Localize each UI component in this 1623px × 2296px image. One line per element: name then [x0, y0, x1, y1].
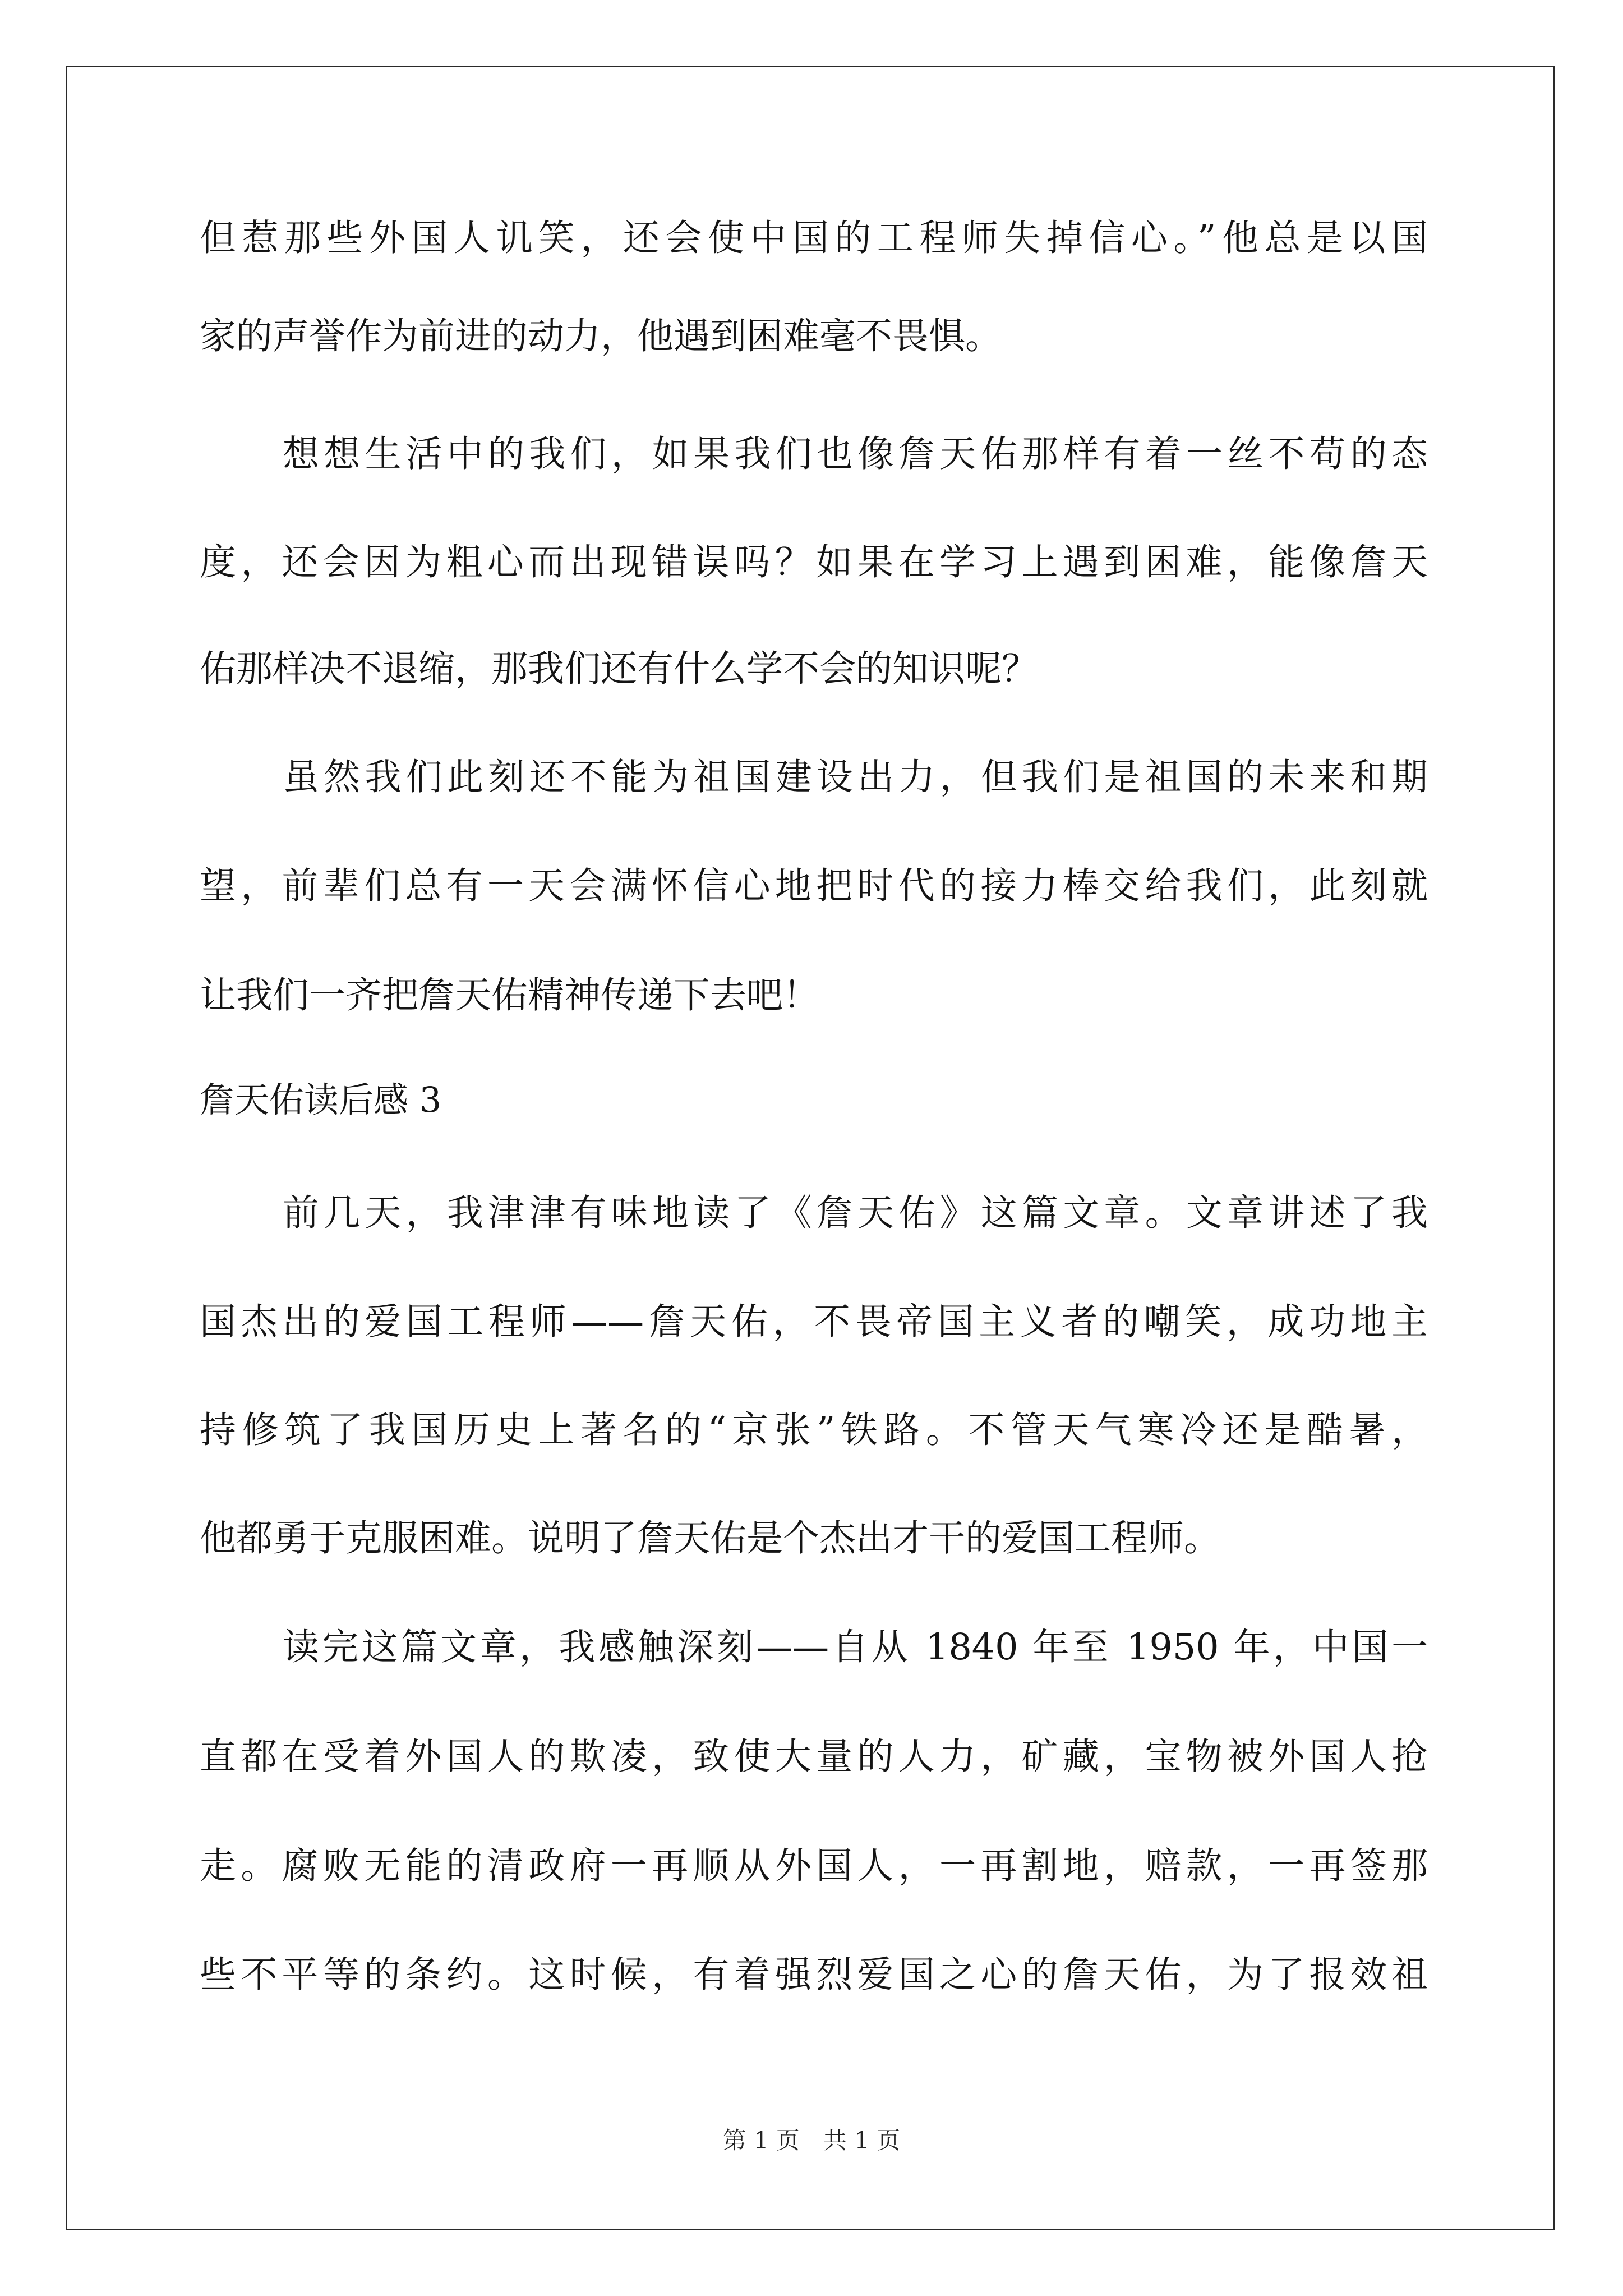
paragraph-line: 些不平等的条约。这时候，有着强烈爱国之心的詹天佑，为了报效祖: [200, 1954, 1428, 1996]
paragraph-line: 持修筑了我国历史上著名的“京张”铁路。不管天气寒冷还是酷暑，: [200, 1409, 1428, 1451]
paragraph-line: 走。腐败无能的清政府一再顺从外国人，一再割地，赔款，一再签那: [200, 1845, 1428, 1887]
paragraph-line: 让我们一齐把詹天佑精神传递下去吧！: [200, 974, 820, 1016]
paragraph-line: 国杰出的爱国工程师——詹天佑，不畏帝国主义者的嘲笑，成功地主: [200, 1301, 1428, 1343]
paragraph-line: 望，前辈们总有一天会满怀信心地把时代的接力棒交给我们，此刻就: [200, 865, 1428, 907]
paragraph-line: 他都勇于克服困难。说明了詹天佑是个杰出才干的爱国工程师。: [200, 1517, 1221, 1559]
page-border: [66, 66, 1555, 2230]
paragraph-line: 度，还会因为粗心而出现错误吗？如果在学习上遇到困难，能像詹天: [200, 541, 1428, 583]
paragraph-line: 读完这篇文章，我感触深刻——自从 1840 年至 1950 年，中国一: [283, 1626, 1428, 1668]
section-heading: 詹天佑读后感 3: [200, 1079, 442, 1120]
paragraph-line: 家的声誉作为前进的动力，他遇到困难毫不畏惧。: [200, 315, 1002, 357]
paragraph-line: 但惹那些外国人讥笑，还会使中国的工程师失掉信心。”他总是以国: [200, 217, 1428, 259]
paragraph-line: 佑那样决不退缩，那我们还有什么学不会的知识呢？: [200, 648, 1039, 690]
paragraph-line: 虽然我们此刻还不能为祖国建设出力，但我们是祖国的未来和期: [283, 756, 1428, 798]
page-footer: 第 1 页 共 1 页: [722, 2127, 901, 2154]
paragraph-line: 直都在受着外国人的欺凌，致使大量的人力，矿藏，宝物被外国人抢: [200, 1736, 1428, 1778]
paragraph-line: 前几天，我津津有味地读了《詹天佑》这篇文章。文章讲述了我: [283, 1192, 1428, 1234]
paragraph-line: 想想生活中的我们，如果我们也像詹天佑那样有着一丝不苟的态: [283, 433, 1428, 475]
